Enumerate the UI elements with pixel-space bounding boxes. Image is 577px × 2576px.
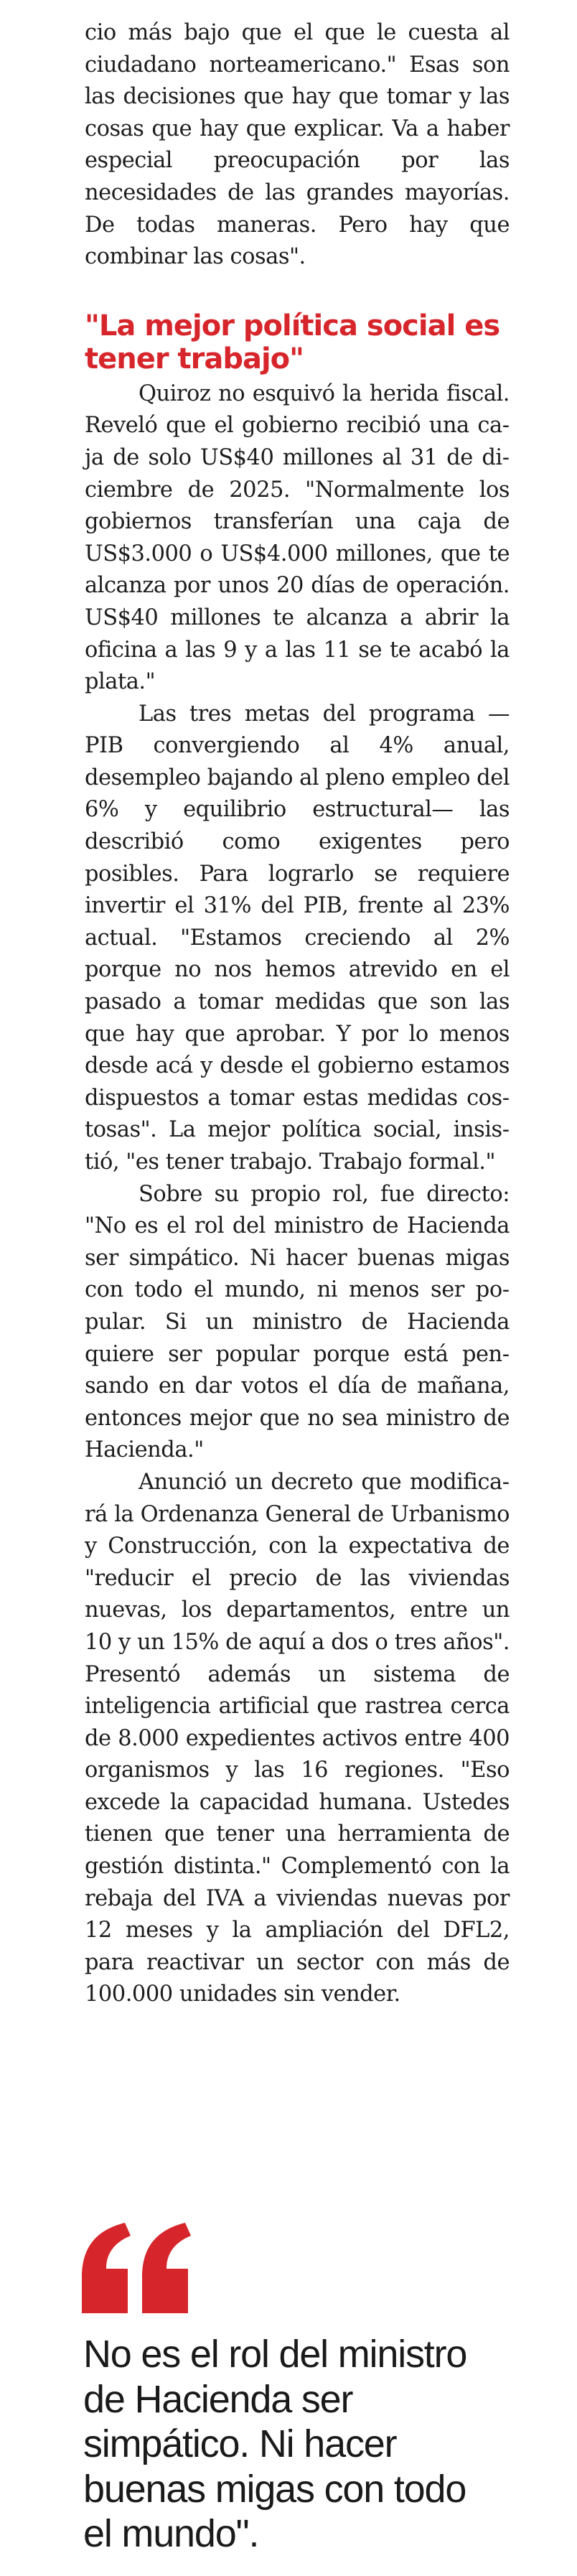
article-paragraph-fiscal: Quiroz no esquivó la herida fiscal. Reveló que el gobierno recibió una caja de solo US$40 millones al 31 de diciembre de 2025. "Normalmente los gobiernos transferían una caja de US$3.000 o US$4.000 millones, que te alcanza por unos 20 días de operación. US$40 millones te alcanza a abrir la oficina a las 9 y a las 11 se te acabó la plata." (85, 381, 510, 695)
article-subheading: "La mejor política social es tener trabajo" (85, 309, 500, 375)
article-column (85, 17, 510, 2011)
pull-quote (83, 2332, 557, 2557)
pull-quote-line: No es el rol del ministro (83, 2333, 467, 2376)
opening-quotation-mark-icon (80, 2221, 192, 2315)
article-paragraph-decree: Anunció un decreto que modificará la Ordenanza General de Urbanismo y Construcción, con la expectativa de "reducir el precio de las viviendas nuevas, los departamentos, entre un 10 y un 15% de aquí a dos o tres años". Presentó además un sistema de inteligencia artificial que rastrea cerca de 8.000 expedientes activos entre 400 organismos y las 16 regiones. "Eso excede la capacidad humana. Ustedes tienen que tener una herramienta de gestión distinta." Complementó con la rebaja del IVA a viviendas nuevas por 12 meses y la ampliación del DFL2, para reactivar un sector con más de 100.000 unidades sin vender. (85, 1469, 510, 2007)
article-intro-paragraph: cio más bajo que el que le cuesta al ciudadano norteamericano." Esas son las decisiones que hay que tomar y las cosas que hay que explicar. Va a haber especial preocupación por las necesidades de las grandes mayorías. De todas maneras. Pero hay que combinar las cosas". (85, 20, 510, 270)
article-paragraph-goals: Las tres metas del programa —PIB convergiendo al 4% anual, desempleo bajando al pleno empleo del 6% y equilibrio estructural— las describió como exigentes pero posibles. Para lograrlo se requiere invertir el 31% del PIB, frente al 23% actual. "Estamos creciendo al 2% porque no nos hemos atrevido en el pasado a tomar medidas que son las que hay que aprobar. Y por lo menos desde acá y desde el gobierno estamos dispuestos a tomar estas medidas costosas". La mejor política social, insistió, "es tener trabajo. Trabajo formal." (85, 701, 510, 1175)
pull-quote-line: el mundo". (83, 2512, 259, 2555)
pull-quote-line: simpático. Ni hacer (83, 2422, 397, 2465)
article-paragraph-role: Sobre su propio rol, fue directo: "No es el rol del ministro de Hacienda ser simpático. Ni hacer buenas migas con todo el mundo, ni menos ser popular. Si un ministro de Hacienda quiere ser popular porque está pensando en dar votos el día de mañana, entonces mejor que no sea ministro de Hacienda." (85, 1181, 510, 1463)
pull-quote-line: de Hacienda ser (83, 2377, 353, 2421)
pull-quote-line: buenas migas con todo (83, 2467, 466, 2511)
